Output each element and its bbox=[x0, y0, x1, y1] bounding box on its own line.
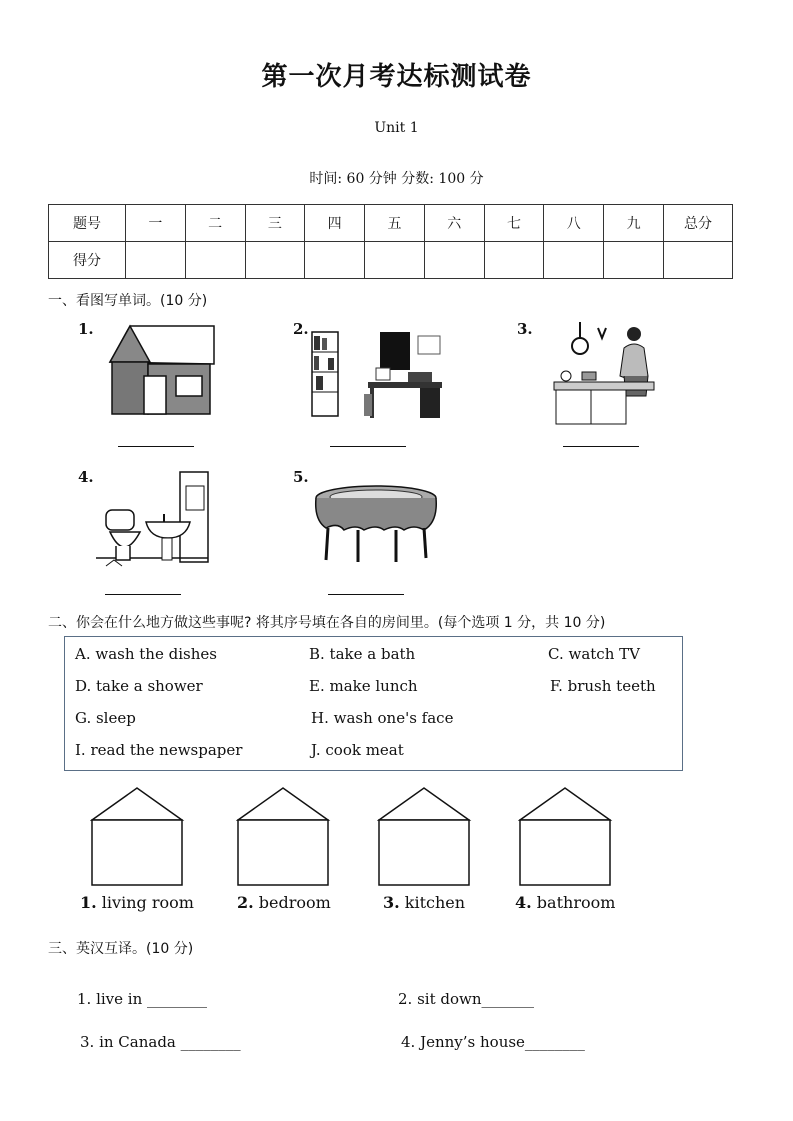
house-picture bbox=[106, 322, 218, 418]
option-h: H. wash one's face bbox=[311, 709, 454, 727]
item-number: 1. bbox=[78, 320, 94, 338]
header-cell: 五 bbox=[365, 205, 425, 242]
room-name: bathroom bbox=[536, 893, 616, 912]
score-cell[interactable] bbox=[245, 242, 305, 279]
option-d: D. take a shower bbox=[75, 677, 203, 695]
page-title: 第一次月考达标测试卷 bbox=[261, 62, 532, 92]
header-cell: 四 bbox=[305, 205, 365, 242]
answer-blank[interactable] bbox=[328, 594, 404, 595]
room-box-kitchen[interactable] bbox=[377, 786, 473, 888]
answer-blank[interactable] bbox=[330, 446, 406, 447]
score-cell[interactable] bbox=[365, 242, 425, 279]
option-g: G. sleep bbox=[75, 709, 136, 727]
translation-item-2[interactable]: 2. sit down_______ bbox=[398, 990, 535, 1008]
room-label-kitchen bbox=[383, 893, 465, 912]
header-cell: 二 bbox=[185, 205, 245, 242]
study-picture bbox=[308, 328, 444, 420]
score-table-score-row bbox=[49, 242, 733, 279]
room-name: bedroom bbox=[258, 893, 331, 912]
score-cell[interactable] bbox=[484, 242, 544, 279]
option-c: C. watch TV bbox=[548, 645, 640, 663]
translation-item-3[interactable]: 3. in Canada ________ bbox=[80, 1033, 241, 1051]
header-cell: 总分 bbox=[664, 205, 733, 242]
option-e: E. make lunch bbox=[309, 677, 418, 695]
item-number: 5. bbox=[293, 468, 309, 486]
room-number: 2. bbox=[237, 893, 254, 912]
header-cell: 六 bbox=[424, 205, 484, 242]
score-cell[interactable] bbox=[544, 242, 604, 279]
room-number: 4. bbox=[515, 893, 532, 912]
room-box-bathroom[interactable] bbox=[518, 786, 614, 888]
table-picture bbox=[312, 484, 440, 564]
header-cell: 题号 bbox=[49, 205, 126, 242]
score-cell[interactable] bbox=[424, 242, 484, 279]
score-table-header-row bbox=[49, 205, 733, 242]
score-cell[interactable] bbox=[604, 242, 664, 279]
header-cell: 三 bbox=[245, 205, 305, 242]
translation-item-1[interactable]: 1. live in ________ bbox=[77, 990, 208, 1008]
item-number: 4. bbox=[78, 468, 94, 486]
kitchen-picture bbox=[552, 318, 658, 426]
score-cell[interactable] bbox=[126, 242, 186, 279]
option-j: J. cook meat bbox=[311, 741, 404, 759]
room-box-bedroom[interactable] bbox=[236, 786, 332, 888]
score-table bbox=[48, 204, 733, 279]
option-i: I. read the newspaper bbox=[75, 741, 243, 759]
option-a: A. wash the dishes bbox=[75, 645, 217, 663]
time-info: 时间: 60 分钟 分数: 100 分 bbox=[309, 171, 484, 187]
section2-heading: 二、你会在什么地方做这些事呢? 将其序号填在各自的房间里。(每个选项 1 分，共 10 分) bbox=[48, 615, 606, 631]
answer-blank[interactable] bbox=[563, 446, 639, 447]
room-label-living-room bbox=[80, 893, 194, 912]
item-number: 3. bbox=[517, 320, 533, 338]
option-f: F. brush teeth bbox=[550, 677, 656, 695]
translation-item-4[interactable]: 4. Jenny’s house________ bbox=[401, 1033, 585, 1051]
room-number: 1. bbox=[80, 893, 97, 912]
item-number: 2. bbox=[293, 320, 309, 338]
header-cell: 九 bbox=[604, 205, 664, 242]
header-cell: 七 bbox=[484, 205, 544, 242]
section1-heading: 一、看图写单词。(10 分) bbox=[48, 293, 208, 309]
score-cell[interactable] bbox=[185, 242, 245, 279]
room-box-living-room[interactable] bbox=[90, 786, 186, 888]
room-label-bedroom bbox=[237, 893, 331, 912]
bathroom-picture bbox=[96, 466, 212, 576]
score-cell[interactable] bbox=[664, 242, 733, 279]
option-b: B. take a bath bbox=[309, 645, 416, 663]
unit-label: Unit 1 bbox=[374, 120, 419, 136]
room-number: 3. bbox=[383, 893, 400, 912]
room-name: kitchen bbox=[404, 893, 466, 912]
answer-blank[interactable] bbox=[118, 446, 194, 447]
answer-blank[interactable] bbox=[105, 594, 181, 595]
header-cell: 一 bbox=[126, 205, 186, 242]
header-cell: 八 bbox=[544, 205, 604, 242]
room-label-bathroom bbox=[515, 893, 615, 912]
row-label: 得分 bbox=[49, 242, 126, 279]
room-name: living room bbox=[101, 893, 194, 912]
section3-heading: 三、英汉互译。(10 分) bbox=[48, 941, 194, 957]
score-cell[interactable] bbox=[305, 242, 365, 279]
